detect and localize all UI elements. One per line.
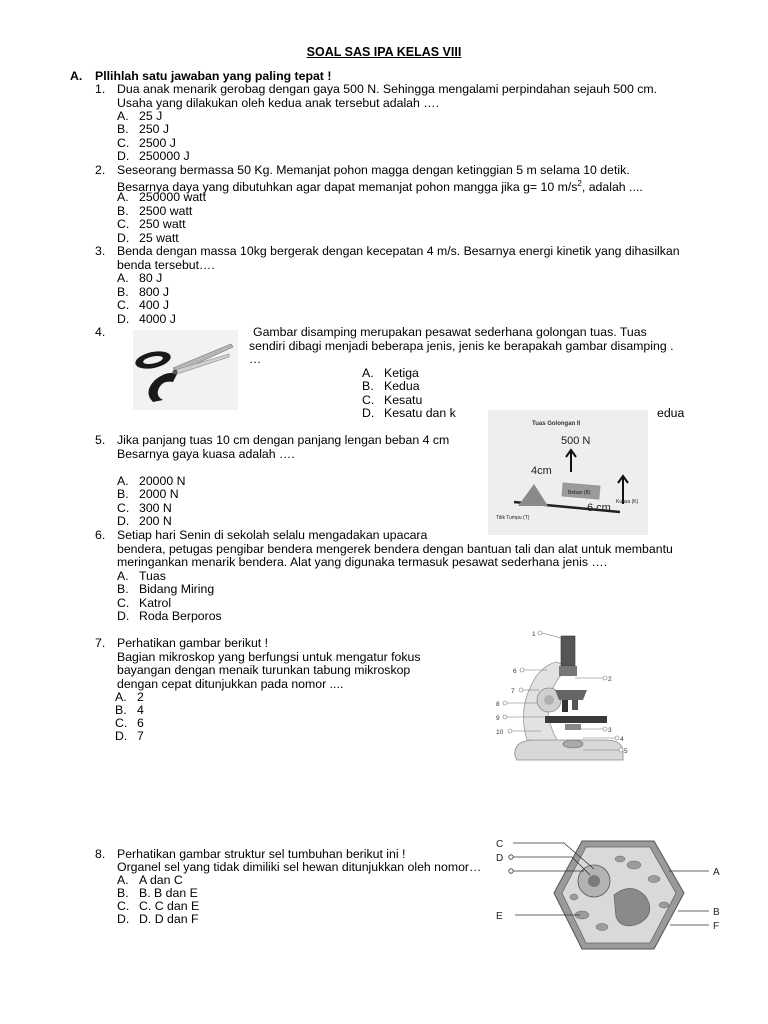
q5-option-value: 200 N: [139, 514, 172, 528]
q1-option-value: 2500 J: [139, 136, 176, 150]
q7-option-value: 2: [137, 690, 144, 704]
cell-label: B: [713, 907, 720, 918]
q2-option-key: A.: [117, 190, 129, 204]
q3-option-key: A.: [117, 271, 129, 285]
q4-option-value: Kesatu dan k: [384, 406, 456, 420]
microscope-label: 8: [496, 701, 500, 708]
q5-text-line1: Jika panjang tuas 10 cm dengan panjang lengan beban 4 cm: [117, 433, 450, 447]
cell-label: A: [713, 867, 720, 878]
q5-option-key: D.: [117, 514, 130, 528]
q5-option-key: C.: [117, 501, 130, 515]
q7-text-line3: bayangan dengan menaik turunkan tabung mikroskop: [117, 663, 411, 677]
q4-option-tail: edua: [657, 406, 685, 420]
q2-number: 2.: [95, 163, 106, 177]
q3-option-value: 400 J: [139, 298, 170, 312]
lever-left-length: 4cm: [531, 465, 552, 477]
q6-text-line1: Setiap hari Senin di sekolah selalu mengadakan upacara: [117, 528, 428, 542]
q2-option-key: C.: [117, 217, 130, 231]
microscope-label: 10: [496, 729, 504, 736]
q3-option-key: C.: [117, 298, 130, 312]
q1-number: 1.: [95, 82, 106, 96]
q1-text-line1: Dua anak menarik gerobag dengan gaya 500 N. Sehingga mengalami perpindahan sejauh 500 cm.: [117, 82, 658, 96]
q8-option-value: C. C dan E: [139, 899, 200, 913]
q7-option-key: C.: [115, 716, 128, 730]
q3-option-key: B.: [117, 285, 129, 299]
page-title: SOAL SAS IPA KELAS VIII: [306, 45, 462, 59]
q6-option-value: Roda Berporos: [139, 609, 222, 623]
plant-cell-diagram: [494, 835, 729, 955]
section-letter: A.: [70, 69, 83, 83]
q6-text-line3: meringankan menarik bendera. Alat yang digunaka termasuk pesawat sederhana jenis ….: [117, 555, 608, 569]
q3-text-line1: Benda dengan massa 10kg bergerak dengan kecepatan 4 m/s. Besarnya energi kinetik yang dihasilkan: [117, 244, 680, 258]
microscope-label: 2: [608, 676, 612, 683]
lever-right-length: 6 cm: [587, 502, 611, 514]
q4-option-value: Ketiga: [384, 366, 419, 380]
q3-option-value: 80 J: [139, 271, 163, 285]
q3-option-key: D.: [117, 312, 130, 326]
lever-force-label: 500 N: [561, 435, 591, 447]
q7-number: 7.: [95, 636, 106, 650]
q8-text-line2: Organel sel yang tidak dimiliki sel hewan ditunjukkan oleh nomor…: [117, 860, 482, 874]
q2-option-key: B.: [117, 204, 129, 218]
q2-option-value: 25 watt: [139, 231, 179, 245]
q5-option-value: 20000 N: [139, 474, 186, 488]
q7-option-value: 6: [137, 716, 144, 730]
q4-option-value: Kedua: [384, 379, 420, 393]
q5-text-line2: Besarnya gaya kuasa adalah ….: [117, 447, 295, 461]
q8-number: 8.: [95, 847, 106, 861]
q4-number: 4.: [95, 325, 106, 339]
q8-option-key: C.: [117, 899, 130, 913]
q2-option-value: 250 watt: [139, 217, 186, 231]
q1-option-value: 25 J: [139, 109, 163, 123]
q4-option-key: A.: [362, 366, 374, 380]
scissors-image: [133, 330, 238, 410]
q6-option-key: B.: [117, 582, 129, 596]
q5-option-value: 300 N: [139, 501, 172, 515]
q2-option-value: 250000 watt: [139, 190, 207, 204]
q8-option-value: B. B dan E: [139, 886, 198, 900]
q5-option-key: B.: [117, 487, 129, 501]
microscope-label: 3: [608, 727, 612, 734]
lever-effort-label: Kuasa (K): [616, 499, 639, 505]
lever-load-label: Beban (B): [568, 490, 591, 496]
q8-option-value: D. D dan F: [139, 912, 199, 926]
q7-text-line2: Bagian mikroskop yang berfungsi untuk mengatur fokus: [117, 650, 421, 664]
q7-option-key: A.: [115, 690, 127, 704]
q1-option-key: A.: [117, 109, 129, 123]
microscope-diagram: [495, 628, 640, 778]
q8-option-value: A dan C: [139, 873, 183, 887]
cell-label: E: [496, 911, 503, 922]
cell-label: C: [496, 839, 504, 850]
q6-option-key: C.: [117, 596, 130, 610]
q4-option-key: D.: [362, 406, 375, 420]
q6-option-key: D.: [117, 609, 130, 623]
q8-option-key: D.: [117, 912, 130, 926]
cell-label: F: [713, 921, 720, 932]
microscope-label: 1: [532, 631, 536, 638]
q2-text-line2: Besarnya daya yang dibutuhkan agar dapat memanjat pohon mangga jika g= 10 $m/s^2$, adalah ....: [117, 179, 643, 195]
q3-option-value: 800 J: [139, 285, 170, 299]
lever-title: Tuas Golongan II: [532, 421, 581, 427]
section-instruction: Pllihlah satu jawaban yang paling tepat !: [95, 69, 332, 83]
q5-option-key: A.: [117, 474, 129, 488]
q4-option-key: C.: [362, 393, 375, 407]
q7-text-line4: dengan cepat ditunjukkan pada nomor ....: [117, 677, 344, 691]
q6-option-value: Bidang Miring: [139, 582, 215, 596]
q4-text-line1: Gambar disamping merupakan pesawat sederhana golongan tuas. Tuas: [253, 325, 647, 339]
microscope-label: 9: [496, 715, 500, 722]
q8-option-key: A.: [117, 873, 129, 887]
q1-text-line2: Usaha yang dilakukan oleh kedua anak tersebut adalah ….: [117, 96, 439, 110]
q6-option-value: Katrol: [139, 596, 172, 610]
q6-number: 6.: [95, 528, 106, 542]
q7-option-value: 4: [137, 703, 144, 717]
q4-text-line2: sendiri dibagi menjadi beberapa jenis, jenis ke berapakah gambar disamping .: [249, 339, 674, 353]
q3-number: 3.: [95, 244, 106, 258]
microscope-label: 5: [624, 748, 628, 755]
q1-option-value: 250000 J: [139, 149, 190, 163]
q1-option-key: C.: [117, 136, 130, 150]
q3-text-line2: benda tersebut….: [117, 258, 215, 272]
q4-option-value: Kesatu: [384, 393, 423, 407]
microscope-label: 7: [511, 688, 515, 695]
q7-text-line1: Perhatikan gambar berikut !: [117, 636, 269, 650]
q1-option-value: 250 J: [139, 122, 170, 136]
q8-text-line1: Perhatikan gambar struktur sel tumbuhan berikut ini !: [117, 847, 406, 861]
q4-text-line3: …: [249, 352, 262, 366]
q8-option-key: B.: [117, 886, 129, 900]
q5-number: 5.: [95, 433, 106, 447]
q1-option-key: D.: [117, 149, 130, 163]
lever-diagram: [488, 410, 648, 535]
cell-label: D: [496, 853, 504, 864]
microscope-label: 4: [620, 736, 624, 743]
q5-option-value: 2000 N: [139, 487, 179, 501]
lever-fulcrum-label: Titik Tumpu (T): [496, 515, 530, 521]
microscope-label: 6: [513, 668, 517, 675]
q7-option-key: B.: [115, 703, 127, 717]
q1-option-key: B.: [117, 122, 129, 136]
q2-option-value: 2500 watt: [139, 204, 193, 218]
q6-text-line2: bendera, petugas pengibar bendera mengerek bendera dengan bantuan tali dan alat untuk membantu: [117, 542, 673, 556]
q3-option-value: 4000 J: [139, 312, 176, 326]
q4-option-key: B.: [362, 379, 374, 393]
q7-option-value: 7: [137, 729, 144, 743]
q6-option-value: Tuas: [139, 569, 166, 583]
q6-option-key: A.: [117, 569, 129, 583]
q2-text-line1: Seseorang bermassa 50 Kg. Memanjat pohon magga dengan ketinggian 5 m selama 10 detik.: [117, 163, 630, 177]
q7-option-key: D.: [115, 729, 128, 743]
q2-option-key: D.: [117, 231, 130, 245]
